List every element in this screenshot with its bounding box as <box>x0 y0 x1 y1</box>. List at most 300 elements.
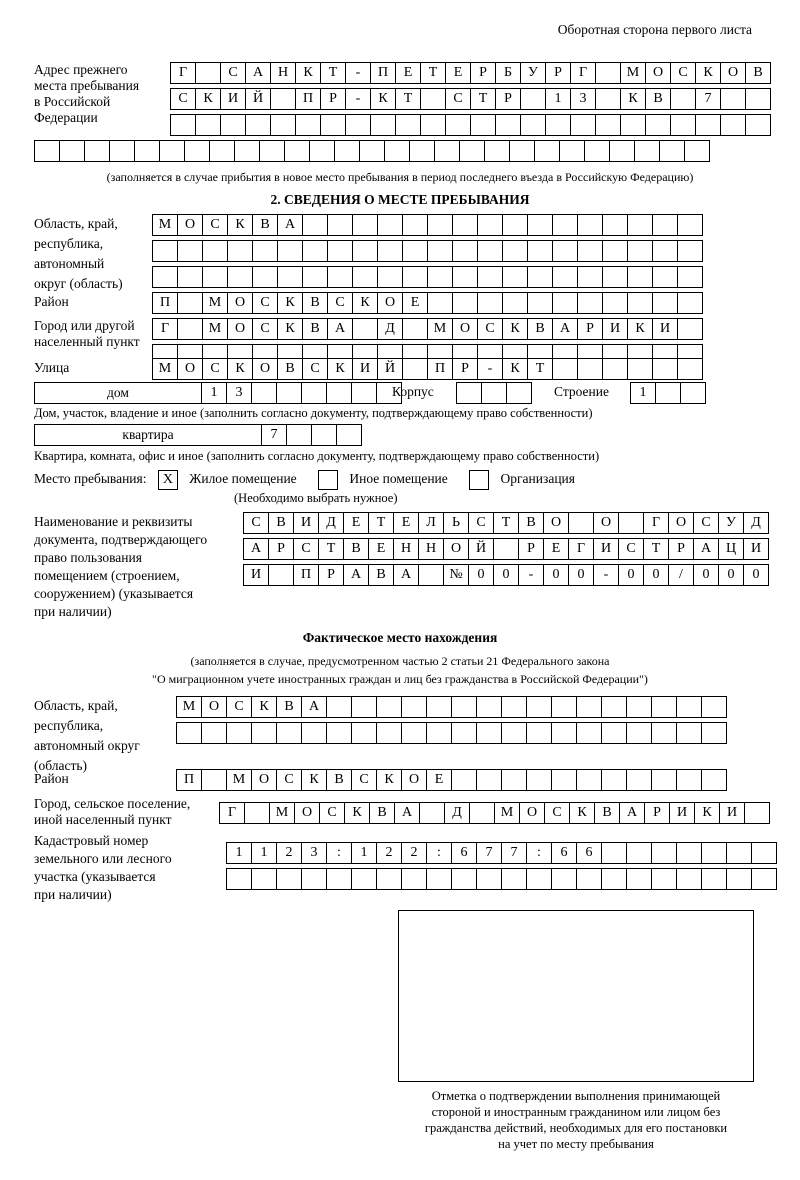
char-cell[interactable] <box>626 722 652 744</box>
char-cell[interactable] <box>568 512 594 534</box>
char-cell[interactable] <box>352 214 378 236</box>
char-cell[interactable] <box>595 114 621 136</box>
char-cell[interactable] <box>501 722 527 744</box>
char-cell[interactable]: С <box>445 88 471 110</box>
char-cell[interactable] <box>551 722 577 744</box>
char-cell[interactable] <box>326 868 352 890</box>
flat-cells[interactable] <box>261 424 361 446</box>
char-cell[interactable] <box>576 868 602 890</box>
char-cell[interactable]: Н <box>393 538 419 560</box>
fact-region-row-1[interactable] <box>176 696 726 718</box>
char-cell[interactable]: Р <box>470 62 496 84</box>
char-cell[interactable] <box>476 696 502 718</box>
char-cell[interactable]: С <box>670 62 696 84</box>
char-cell[interactable] <box>152 240 178 262</box>
char-cell[interactable] <box>751 868 777 890</box>
char-cell[interactable]: О <box>201 696 227 718</box>
char-cell[interactable] <box>426 696 452 718</box>
char-cell[interactable] <box>509 140 535 162</box>
char-cell[interactable] <box>527 266 553 288</box>
char-cell[interactable] <box>477 240 503 262</box>
char-cell[interactable] <box>427 240 453 262</box>
char-cell[interactable]: 1 <box>251 842 277 864</box>
char-cell[interactable]: Ц <box>718 538 744 560</box>
cadastral-row-1[interactable] <box>226 842 776 864</box>
char-cell[interactable]: Е <box>368 538 394 560</box>
char-cell[interactable] <box>59 140 85 162</box>
char-cell[interactable] <box>676 842 702 864</box>
char-cell[interactable]: Д <box>743 512 769 534</box>
char-cell[interactable]: С <box>170 88 196 110</box>
char-cell[interactable]: 6 <box>451 842 477 864</box>
char-cell[interactable]: П <box>152 292 178 314</box>
char-cell[interactable]: С <box>477 318 503 340</box>
char-cell[interactable]: 7 <box>261 424 287 446</box>
char-cell[interactable] <box>276 382 302 404</box>
char-cell[interactable] <box>351 868 377 890</box>
char-cell[interactable] <box>302 240 328 262</box>
char-cell[interactable] <box>451 722 477 744</box>
char-cell[interactable]: А <box>552 318 578 340</box>
char-cell[interactable] <box>159 140 185 162</box>
char-cell[interactable] <box>626 868 652 890</box>
char-cell[interactable] <box>655 382 681 404</box>
char-cell[interactable] <box>252 266 278 288</box>
char-cell[interactable]: К <box>620 88 646 110</box>
char-cell[interactable]: Р <box>452 358 478 380</box>
char-cell[interactable]: 3 <box>570 88 596 110</box>
char-cell[interactable] <box>311 424 337 446</box>
char-cell[interactable] <box>502 266 528 288</box>
char-cell[interactable] <box>201 722 227 744</box>
char-cell[interactable] <box>336 424 362 446</box>
char-cell[interactable] <box>177 266 203 288</box>
fact-district-row[interactable] <box>176 769 726 791</box>
char-cell[interactable] <box>109 140 135 162</box>
char-cell[interactable] <box>134 140 160 162</box>
char-cell[interactable] <box>577 292 603 314</box>
char-cell[interactable]: М <box>427 318 453 340</box>
char-cell[interactable] <box>527 240 553 262</box>
prev-address-row-2[interactable] <box>170 88 770 110</box>
char-cell[interactable] <box>677 292 703 314</box>
char-cell[interactable]: К <box>695 62 721 84</box>
char-cell[interactable]: Т <box>470 88 496 110</box>
char-cell[interactable] <box>195 62 221 84</box>
char-cell[interactable]: Г <box>570 62 596 84</box>
char-cell[interactable]: М <box>202 292 228 314</box>
char-cell[interactable] <box>701 842 727 864</box>
char-cell[interactable]: Т <box>527 358 553 380</box>
char-cell[interactable] <box>326 696 352 718</box>
char-cell[interactable]: М <box>152 214 178 236</box>
char-cell[interactable] <box>427 292 453 314</box>
char-cell[interactable]: И <box>743 538 769 560</box>
char-cell[interactable]: В <box>302 292 328 314</box>
char-cell[interactable]: С <box>302 358 328 380</box>
char-cell[interactable] <box>301 722 327 744</box>
char-cell[interactable]: - <box>345 88 371 110</box>
char-cell[interactable] <box>676 769 702 791</box>
char-cell[interactable] <box>451 868 477 890</box>
char-cell[interactable] <box>677 318 703 340</box>
char-cell[interactable] <box>484 140 510 162</box>
char-cell[interactable]: А <box>343 564 369 586</box>
char-cell[interactable]: С <box>252 318 278 340</box>
char-cell[interactable]: К <box>251 696 277 718</box>
char-cell[interactable]: С <box>319 802 345 824</box>
char-cell[interactable]: О <box>645 62 671 84</box>
char-cell[interactable]: 0 <box>493 564 519 586</box>
char-cell[interactable]: 0 <box>693 564 719 586</box>
char-cell[interactable] <box>202 240 228 262</box>
char-cell[interactable]: М <box>494 802 520 824</box>
char-cell[interactable] <box>426 868 452 890</box>
char-cell[interactable] <box>452 240 478 262</box>
char-cell[interactable] <box>276 722 302 744</box>
char-cell[interactable]: С <box>351 769 377 791</box>
char-cell[interactable] <box>626 696 652 718</box>
char-cell[interactable] <box>445 114 471 136</box>
char-cell[interactable] <box>476 868 502 890</box>
char-cell[interactable] <box>502 240 528 262</box>
char-cell[interactable] <box>301 868 327 890</box>
district-row[interactable] <box>152 292 702 314</box>
char-cell[interactable] <box>351 696 377 718</box>
char-cell[interactable]: Р <box>644 802 670 824</box>
char-cell[interactable]: № <box>443 564 469 586</box>
char-cell[interactable] <box>326 722 352 744</box>
char-cell[interactable]: Е <box>445 62 471 84</box>
char-cell[interactable] <box>701 769 727 791</box>
char-cell[interactable]: 0 <box>468 564 494 586</box>
char-cell[interactable]: К <box>694 802 720 824</box>
char-cell[interactable]: Р <box>495 88 521 110</box>
char-cell[interactable]: И <box>593 538 619 560</box>
char-cell[interactable]: С <box>327 292 353 314</box>
char-cell[interactable]: С <box>226 696 252 718</box>
region-row-3[interactable] <box>152 266 702 288</box>
char-cell[interactable] <box>651 696 677 718</box>
char-cell[interactable] <box>251 722 277 744</box>
char-cell[interactable]: : <box>526 842 552 864</box>
char-cell[interactable]: 2 <box>401 842 427 864</box>
char-cell[interactable] <box>577 240 603 262</box>
char-cell[interactable]: Е <box>426 769 452 791</box>
char-cell[interactable]: О <box>177 214 203 236</box>
char-cell[interactable] <box>268 564 294 586</box>
char-cell[interactable] <box>302 214 328 236</box>
char-cell[interactable]: О <box>227 292 253 314</box>
char-cell[interactable] <box>402 214 428 236</box>
char-cell[interactable] <box>226 722 252 744</box>
document-row-2[interactable] <box>243 538 768 560</box>
char-cell[interactable] <box>676 722 702 744</box>
char-cell[interactable]: Й <box>245 88 271 110</box>
char-cell[interactable]: : <box>326 842 352 864</box>
char-cell[interactable]: И <box>719 802 745 824</box>
char-cell[interactable]: И <box>220 88 246 110</box>
char-cell[interactable]: П <box>427 358 453 380</box>
char-cell[interactable] <box>701 868 727 890</box>
char-cell[interactable] <box>618 512 644 534</box>
char-cell[interactable]: 7 <box>695 88 721 110</box>
char-cell[interactable]: Г <box>152 318 178 340</box>
char-cell[interactable] <box>502 292 528 314</box>
char-cell[interactable]: В <box>268 512 294 534</box>
char-cell[interactable] <box>401 868 427 890</box>
char-cell[interactable]: Т <box>318 538 344 560</box>
char-cell[interactable] <box>527 292 553 314</box>
char-cell[interactable] <box>184 140 210 162</box>
char-cell[interactable] <box>226 868 252 890</box>
char-cell[interactable]: Г <box>643 512 669 534</box>
char-cell[interactable]: - <box>518 564 544 586</box>
char-cell[interactable]: 0 <box>543 564 569 586</box>
char-cell[interactable] <box>209 140 235 162</box>
char-cell[interactable] <box>552 292 578 314</box>
char-cell[interactable] <box>601 722 627 744</box>
char-cell[interactable] <box>270 88 296 110</box>
char-cell[interactable]: О <box>443 538 469 560</box>
char-cell[interactable] <box>402 240 428 262</box>
char-cell[interactable]: 0 <box>618 564 644 586</box>
char-cell[interactable]: 1 <box>545 88 571 110</box>
char-cell[interactable] <box>201 769 227 791</box>
char-cell[interactable]: В <box>594 802 620 824</box>
char-cell[interactable] <box>434 140 460 162</box>
char-cell[interactable] <box>551 769 577 791</box>
char-cell[interactable] <box>520 88 546 110</box>
char-cell[interactable]: Н <box>270 62 296 84</box>
char-cell[interactable]: И <box>293 512 319 534</box>
char-cell[interactable]: К <box>344 802 370 824</box>
char-cell[interactable] <box>659 140 685 162</box>
char-cell[interactable] <box>545 114 571 136</box>
char-cell[interactable] <box>726 868 752 890</box>
char-cell[interactable]: А <box>301 696 327 718</box>
char-cell[interactable] <box>501 696 527 718</box>
char-cell[interactable] <box>602 266 628 288</box>
char-cell[interactable]: А <box>327 318 353 340</box>
char-cell[interactable] <box>327 266 353 288</box>
char-cell[interactable]: Т <box>493 512 519 534</box>
char-cell[interactable]: 0 <box>718 564 744 586</box>
char-cell[interactable] <box>701 722 727 744</box>
char-cell[interactable] <box>477 292 503 314</box>
char-cell[interactable] <box>452 214 478 236</box>
char-cell[interactable] <box>609 140 635 162</box>
char-cell[interactable]: 7 <box>476 842 502 864</box>
char-cell[interactable] <box>277 240 303 262</box>
char-cell[interactable] <box>351 722 377 744</box>
char-cell[interactable] <box>677 358 703 380</box>
char-cell[interactable] <box>220 114 246 136</box>
char-cell[interactable]: С <box>202 358 228 380</box>
char-cell[interactable] <box>481 382 507 404</box>
char-cell[interactable]: М <box>152 358 178 380</box>
char-cell[interactable] <box>377 240 403 262</box>
char-cell[interactable] <box>645 114 671 136</box>
char-cell[interactable] <box>384 140 410 162</box>
char-cell[interactable] <box>601 696 627 718</box>
char-cell[interactable] <box>620 114 646 136</box>
char-cell[interactable]: О <box>252 358 278 380</box>
char-cell[interactable]: О <box>593 512 619 534</box>
char-cell[interactable]: 1 <box>226 842 252 864</box>
char-cell[interactable] <box>334 140 360 162</box>
char-cell[interactable] <box>526 868 552 890</box>
char-cell[interactable] <box>534 140 560 162</box>
char-cell[interactable]: С <box>220 62 246 84</box>
char-cell[interactable]: Й <box>468 538 494 560</box>
char-cell[interactable] <box>577 266 603 288</box>
char-cell[interactable] <box>227 266 253 288</box>
char-cell[interactable] <box>552 214 578 236</box>
char-cell[interactable] <box>227 240 253 262</box>
char-cell[interactable]: Р <box>668 538 694 560</box>
char-cell[interactable] <box>627 266 653 288</box>
char-cell[interactable] <box>651 868 677 890</box>
char-cell[interactable]: О <box>377 292 403 314</box>
char-cell[interactable] <box>345 114 371 136</box>
char-cell[interactable]: Т <box>643 538 669 560</box>
char-cell[interactable]: К <box>227 214 253 236</box>
char-cell[interactable] <box>352 266 378 288</box>
char-cell[interactable] <box>652 292 678 314</box>
char-cell[interactable] <box>452 266 478 288</box>
char-cell[interactable]: С <box>276 769 302 791</box>
char-cell[interactable] <box>377 266 403 288</box>
char-cell[interactable] <box>652 214 678 236</box>
char-cell[interactable] <box>551 696 577 718</box>
char-cell[interactable]: М <box>202 318 228 340</box>
char-cell[interactable]: Г <box>568 538 594 560</box>
char-cell[interactable] <box>459 140 485 162</box>
char-cell[interactable] <box>427 266 453 288</box>
char-cell[interactable] <box>251 868 277 890</box>
char-cell[interactable]: А <box>245 62 271 84</box>
char-cell[interactable] <box>234 140 260 162</box>
char-cell[interactable] <box>680 382 706 404</box>
char-cell[interactable] <box>552 240 578 262</box>
char-cell[interactable] <box>652 358 678 380</box>
char-cell[interactable]: В <box>369 802 395 824</box>
char-cell[interactable]: К <box>502 318 528 340</box>
char-cell[interactable]: Д <box>444 802 470 824</box>
char-cell[interactable] <box>527 214 553 236</box>
char-cell[interactable] <box>526 769 552 791</box>
char-cell[interactable]: Т <box>395 88 421 110</box>
char-cell[interactable] <box>477 214 503 236</box>
char-cell[interactable] <box>470 114 496 136</box>
char-cell[interactable] <box>276 868 302 890</box>
char-cell[interactable] <box>320 114 346 136</box>
char-cell[interactable]: К <box>370 88 396 110</box>
char-cell[interactable]: О <box>519 802 545 824</box>
char-cell[interactable] <box>676 868 702 890</box>
char-cell[interactable]: С <box>293 538 319 560</box>
char-cell[interactable]: Б <box>495 62 521 84</box>
document-row-1[interactable] <box>243 512 768 534</box>
char-cell[interactable] <box>651 842 677 864</box>
char-cell[interactable]: В <box>326 769 352 791</box>
char-cell[interactable] <box>195 114 221 136</box>
char-cell[interactable] <box>352 318 378 340</box>
char-cell[interactable] <box>302 266 328 288</box>
char-cell[interactable]: - <box>345 62 371 84</box>
char-cell[interactable] <box>259 140 285 162</box>
document-row-3[interactable] <box>243 564 768 586</box>
char-cell[interactable] <box>626 842 652 864</box>
char-cell[interactable]: 6 <box>551 842 577 864</box>
char-cell[interactable]: Р <box>545 62 571 84</box>
char-cell[interactable] <box>701 696 727 718</box>
char-cell[interactable] <box>402 358 428 380</box>
char-cell[interactable] <box>477 266 503 288</box>
char-cell[interactable] <box>559 140 585 162</box>
char-cell[interactable] <box>601 868 627 890</box>
char-cell[interactable] <box>652 240 678 262</box>
char-cell[interactable]: Й <box>377 358 403 380</box>
char-cell[interactable]: К <box>295 62 321 84</box>
char-cell[interactable]: О <box>294 802 320 824</box>
checkbox-inoe[interactable] <box>318 470 338 490</box>
char-cell[interactable]: / <box>668 564 694 586</box>
char-cell[interactable] <box>177 318 203 340</box>
char-cell[interactable] <box>351 382 377 404</box>
char-cell[interactable] <box>576 696 602 718</box>
char-cell[interactable]: 0 <box>643 564 669 586</box>
char-cell[interactable] <box>502 214 528 236</box>
char-cell[interactable] <box>745 114 771 136</box>
char-cell[interactable]: П <box>370 62 396 84</box>
char-cell[interactable] <box>286 424 312 446</box>
char-cell[interactable] <box>627 214 653 236</box>
char-cell[interactable]: О <box>227 318 253 340</box>
char-cell[interactable] <box>451 696 477 718</box>
region-row-2[interactable] <box>152 240 702 262</box>
char-cell[interactable] <box>501 769 527 791</box>
char-cell[interactable] <box>552 266 578 288</box>
char-cell[interactable]: О <box>720 62 746 84</box>
char-cell[interactable]: К <box>277 292 303 314</box>
char-cell[interactable] <box>602 240 628 262</box>
char-cell[interactable]: П <box>176 769 202 791</box>
char-cell[interactable] <box>495 114 521 136</box>
char-cell[interactable] <box>377 214 403 236</box>
char-cell[interactable]: О <box>251 769 277 791</box>
char-cell[interactable] <box>684 140 710 162</box>
char-cell[interactable] <box>627 292 653 314</box>
char-cell[interactable] <box>476 722 502 744</box>
char-cell[interactable]: В <box>745 62 771 84</box>
street-row[interactable] <box>152 358 702 380</box>
char-cell[interactable]: П <box>295 88 321 110</box>
char-cell[interactable]: С <box>468 512 494 534</box>
city-row-1[interactable] <box>152 318 702 340</box>
char-cell[interactable]: 2 <box>376 842 402 864</box>
char-cell[interactable] <box>577 358 603 380</box>
char-cell[interactable]: М <box>176 696 202 718</box>
char-cell[interactable]: Д <box>318 512 344 534</box>
char-cell[interactable] <box>627 358 653 380</box>
char-cell[interactable]: : <box>426 842 452 864</box>
char-cell[interactable]: В <box>277 358 303 380</box>
char-cell[interactable]: А <box>243 538 269 560</box>
char-cell[interactable] <box>401 696 427 718</box>
char-cell[interactable]: 3 <box>226 382 252 404</box>
